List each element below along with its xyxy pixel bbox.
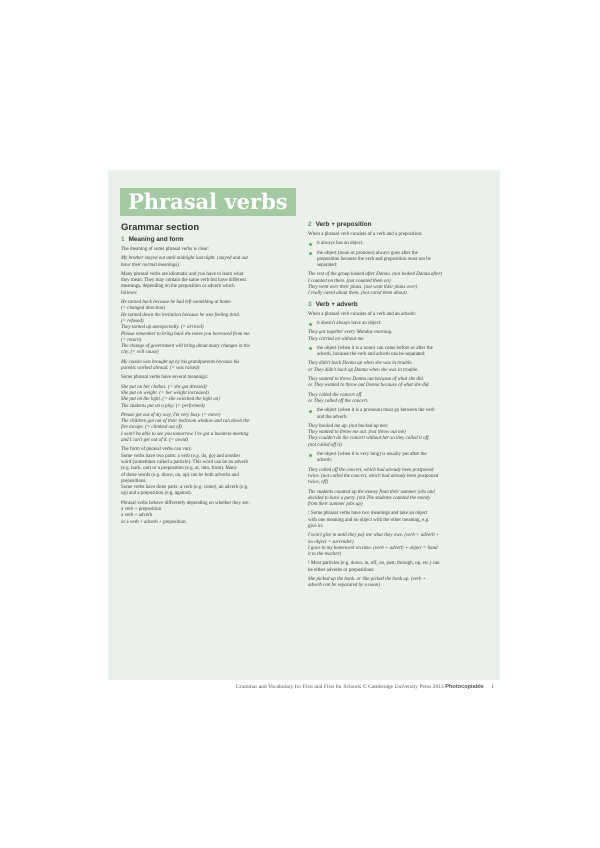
worksheet-page [108, 170, 500, 680]
example-block: They called the concert off. or They called off the concert. [308, 392, 369, 404]
bullet-item: the object (when it is a noun) can come before or after the adverb, because the verb and adverb can be separated: [308, 346, 491, 359]
example-block: My cousin was brought up by his grandparents because his parents worked abroad. (= was raised) [121, 359, 240, 372]
example-block: She put on her clothes. (= she got dressed) She put on weight. (= her weight increased) She put on the light. (= she switched the light on) The students put on a play. (= performed) [121, 384, 220, 409]
example-block: She picked up the book. or She picked the book up. (verb + adverb can be separated by a noun) [308, 577, 427, 589]
bullet-item: it doesn't always have an object: [308, 321, 491, 327]
text-block: Many phrasal verbs are idiomatic and you have to learn what they mean. They may contain the same verb but have different meanings, depending on the preposition or adverb which follows: [121, 271, 246, 296]
page-title: Phrasal verbs [120, 188, 296, 216]
left-column [121, 220, 304, 529]
text-block: Some phrasal verbs have several meanings: [121, 375, 209, 381]
example-block: They called off the concert, which had already been postponed twice. (not called the concert, which had already been postponed twice, off) [308, 467, 439, 486]
bullet-item: it always has an object. [308, 241, 491, 247]
bullet-item: the object (when it is very long) is usually put after the adverb: [308, 452, 491, 465]
bullet-icon [309, 410, 312, 413]
copyright-text: Grammar and Vocabulary for First and First for Schools © Cambridge University Press 2015 [235, 684, 444, 690]
example-block: The students counted up the money from their summer jobs and decided to have a party. (not The students counted the money from their summer jobs up) [308, 489, 435, 508]
heading-verb-preposition: 2 Verb + preposition [308, 221, 372, 228]
example-block: Please get out of my way, I'm very busy. (= move) The children got out of their bedroom window and ran down the fire escape. (= climbed out of) I won't be able to see you tomorrow. I've got a business meeting and I can't get out of it. (= avoid) [121, 412, 250, 444]
section-title: Grammar section [121, 222, 200, 233]
bullet-icon [309, 243, 312, 246]
right-column [308, 220, 491, 593]
text-block: Phrasal verbs behave differently depending on whether they are: a verb + preposition a verb + adverb or a verb + adverb + preposition. [121, 500, 250, 525]
text-block: When a phrasal verb consists of a verb and a preposition: [308, 232, 423, 237]
example-block: They got together every Monday morning. They carried on without me. [308, 330, 393, 342]
text-block: When a phrasal verb consists of a verb and an adverb: [308, 311, 417, 317]
text-block: The meaning of some phrasal verbs is clear: [121, 247, 210, 252]
page-footer [108, 684, 494, 690]
bullet-icon [309, 252, 312, 255]
example-block: They didn't back Donna up when she was in trouble. or They didn't back up Donna when she was in trouble. [308, 361, 419, 373]
example-block: The rest of the group looked after Donna. (not looked Donna after) I counted on them. (not counted them on) They went over their plans. (not went their plans over) I really cared about them. (not cared them about) [308, 272, 443, 297]
example-block: My brother stayed out until midnight last night. (stayed and out have their normal meanings) [121, 256, 248, 268]
bullet-icon [309, 347, 312, 350]
text-block: The form of phrasal verbs can vary. Some verbs have two parts: a verb (e.g. do, go) and another word (sometimes called a particle). This word can be an adverb (e.g. back, out) or a preposition (e.g. at, into, from). Many of these words (e.g. down, on, up) can be both adverbs and prepositions. Some verbs have three parts: a verb (e.g. come), an adverb (e.g. up) and a preposition (e.g. against). [121, 447, 249, 497]
example-block: They wanted to throw Donna out because of what she did. or They wanted to throw out Donna because of what she did. [308, 377, 430, 389]
example-block: They backed me up. (not backed up me) They wanted to throw me out. (not throw out me) They couldn't do the concert without her so they called it off. (not called off it) [308, 423, 430, 448]
photocopiable-label: Photocopiable [445, 684, 484, 690]
page-number: 1 [491, 684, 494, 690]
note-block: ! Some phrasal verbs have two meanings and take an object with one meaning and no object with the other meaning, e.g. give in: [308, 511, 430, 529]
note-block: ! Most particles (e.g. down, in, off, on, past, through, up, etc.) can be either adverbs or prepositions: [308, 561, 440, 573]
heading-meaning-and-form: 1 Meaning and form [121, 236, 184, 243]
heading-verb-adverb: 3 Verb + adverb [308, 300, 358, 308]
bullet-icon [309, 454, 312, 457]
bullet-item: the object (when it is a pronoun) must go between the verb and the adverb: [308, 408, 491, 421]
bullet-icon [309, 323, 312, 326]
example-block: He turned back because he had left something at home. (= changed direction) He turned down the invitation because he was feeling tired. (= refused) They turned up unexpectedly. (= arrived) Please remember to bring back the notes you borrowed from me. (= return) The change of government will bring about many changes in the city. (= will cause) [121, 300, 251, 356]
example-block: I won't give in until they pay me what they owe. (verb + adverb + no object = surrender) I gave in my homework on time. (verb + adverb + object = hand it to the teacher) [308, 533, 440, 558]
bullet-item: the object (noun or pronoun) always goes after the preposition because the verb and preposition must not be separated: [308, 251, 491, 270]
